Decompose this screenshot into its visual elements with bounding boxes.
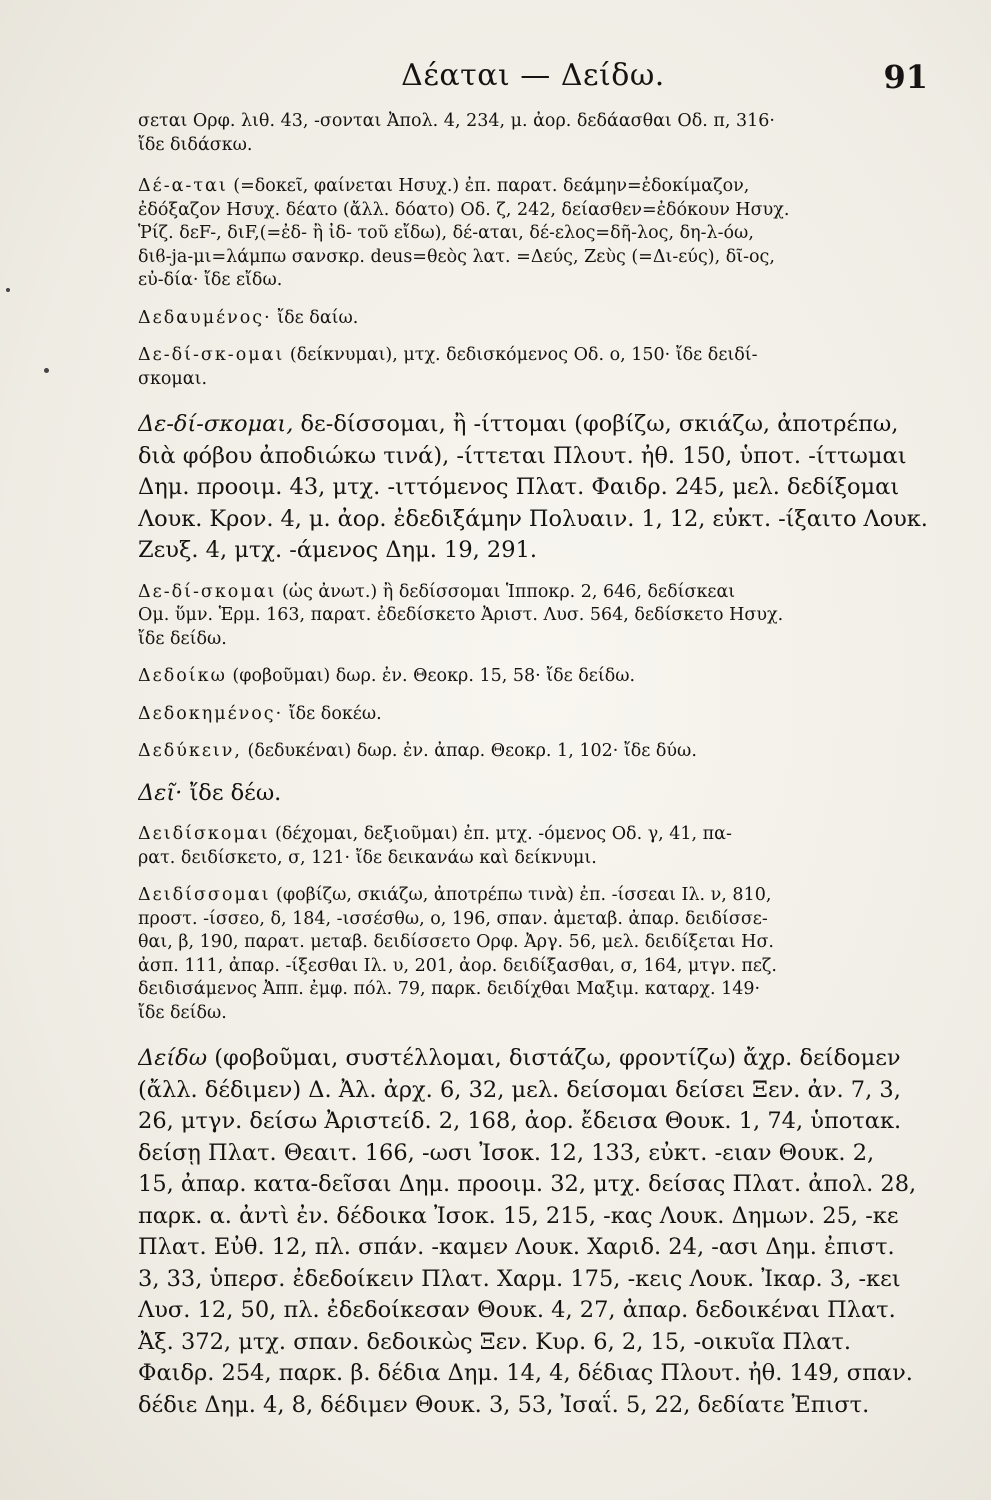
entry-text: ρατ. δειδίσκετο, σ, 121· ἴδε δεικανάω καὶ δείκνυμι. bbox=[138, 847, 597, 868]
entry-text: Ῥίζ. δεF-, διF,(=ἐδ- ἢ ἰδ- τοῦ εἴδω), δέ-αται, δέ-ελος=δῆ-λος, δη-λ-όω, bbox=[138, 223, 754, 243]
entry-line bbox=[138, 344, 928, 368]
entry-text: ἴδε δείδω. bbox=[138, 628, 227, 649]
headword: Δεδοίκω bbox=[138, 666, 227, 686]
headword: Δεδαυμένος· bbox=[138, 307, 272, 328]
entry-text: δέδιε Δημ. 4, 8, δέδιμεν Θουκ. 3, 53, Ἰσαΐ. 5, 22, δεδίατε Ἐπιστ. bbox=[138, 1391, 870, 1418]
entry-line bbox=[138, 134, 928, 158]
entry-text: (φοβίζω, σκιάζω, ἀποτρέπω τινὰ) ἐπ. -ίσσεαι Ιλ. ν, 810, bbox=[270, 885, 772, 905]
entry-line bbox=[138, 368, 928, 392]
entry-text: ἴδε διδάσκω. bbox=[138, 134, 253, 155]
entry-text: (ἄλλ. δέδιμεν) Δ. Ἀλ. ἀρχ. 6, 32, μελ. δείσομαι δείσει Ξεν. ἀν. 7, 3, bbox=[138, 1076, 901, 1103]
entry-text: 15, ἀπαρ. κατα-δεῖσαι Δημ. προοιμ. 32, μτχ. δείσας Πλατ. ἀπολ. 28, bbox=[138, 1171, 917, 1197]
entry-text: Λουκ. Κρον. 4, μ. ἀορ. ἐδεδιξάμην Πολυαιν. 1, 12, εὐκτ. -ίξαιτο Λουκ. bbox=[138, 505, 928, 532]
entry-line bbox=[138, 703, 928, 727]
entry-text: ἴδε δείδω. bbox=[138, 1002, 227, 1023]
headword: Δεδοκημένος· bbox=[138, 703, 284, 724]
entry-text: (δείκνυμαι), μτχ. δεδισκόμενος Οδ. ο, 150· ἴδε δειδί- bbox=[284, 345, 758, 365]
dictionary-entry bbox=[138, 175, 928, 293]
headword: Δεδύκειν, bbox=[138, 741, 242, 761]
headword: Δειδίσσομαι bbox=[138, 885, 271, 905]
entry-text: δε-δίσσομαι, ἢ -ίττομαι (φοβίζω, σκιάζω, ἀποτρέπω, bbox=[293, 411, 899, 437]
entry-line bbox=[138, 1264, 928, 1296]
entry-text: σκομαι. bbox=[138, 368, 208, 389]
entry-line bbox=[138, 1106, 928, 1138]
entry-text: διϐ-ja-μι=λάμπω σανσκρ. deus=θεὸς λατ. =Δεύς, Ζεὺς (=Δι-εύς), δῖ-ος, bbox=[138, 246, 775, 267]
entry-line bbox=[138, 222, 928, 246]
entry-line bbox=[138, 409, 928, 441]
entry-line bbox=[138, 884, 928, 908]
dictionary-entry bbox=[138, 409, 928, 567]
entry-text: Ομ. ὕμν. Ἑρμ. 163, παρατ. ἐδεδίσκετο Ἀριστ. Λυσ. 564, δεδίσκετο Ησυχ. bbox=[138, 605, 784, 625]
headword: Δείδω bbox=[138, 1045, 208, 1071]
entry-line bbox=[138, 175, 928, 199]
entry-line bbox=[138, 1232, 928, 1264]
entry-text: προστ. -ίσσεο, δ, 184, -ισσέσθω, ο, 196, σπαν. ἀμεταβ. ἀπαρ. δειδίσσε- bbox=[138, 908, 768, 929]
dictionary-entry bbox=[138, 344, 928, 391]
entry-text: Λυσ. 12, 50, πλ. ἐδεδοίκεσαν Θουκ. 4, 27, ἀπαρ. δεδοικέναι Πλατ. bbox=[138, 1297, 896, 1323]
entry-text: ἴδε δέω. bbox=[182, 779, 282, 806]
entry-line bbox=[138, 441, 928, 473]
entry-line bbox=[138, 847, 928, 871]
entry-line bbox=[138, 1295, 928, 1327]
entry-text: Δημ. προοιμ. 43, μτχ. -ιττόμενος Πλατ. Φαιδρ. 245, μελ. δεδίξομαι bbox=[138, 474, 900, 500]
entry-line bbox=[138, 246, 928, 270]
entry-text: (φοβοῦμαι) δωρ. ἐν. Θεοκρ. 15, 58· ἴδε δείδω. bbox=[226, 666, 636, 686]
entry-line bbox=[138, 1138, 928, 1170]
dictionary-entry bbox=[138, 110, 928, 157]
entry-text: παρκ. α. ἀντὶ ἐν. δέδοικα Ἰσοκ. 15, 215, -κας Λουκ. Δημων. 25, -κε bbox=[138, 1202, 899, 1229]
entries-column bbox=[138, 110, 928, 1421]
entry-line bbox=[138, 472, 928, 504]
entry-line bbox=[138, 110, 928, 134]
entry-line bbox=[138, 535, 928, 567]
dictionary-entry bbox=[138, 778, 928, 810]
entry-line bbox=[138, 604, 928, 628]
entry-text: ἀσπ. 111, ἀπαρ. -ίξεσθαι Ιλ. υ, 201, ἀορ. δειδίξασθαι, σ, 164, μτγν. πεζ. bbox=[138, 955, 777, 976]
entry-line bbox=[138, 778, 928, 810]
margin-speck bbox=[6, 288, 10, 292]
entry-text: θαι, β, 190, παρατ. μεταβ. δειδίσσετο Ορφ. Ἀργ. 56, μελ. δειδίξεται Ησ. bbox=[138, 932, 774, 952]
entry-text: σεται Ορφ. λιθ. 43, -σονται Ἀπολ. 4, 234, μ. ἀορ. δεδάασθαι Οδ. π, 316· bbox=[138, 111, 775, 131]
entry-text: διὰ φόβου ἀποδιώκω τινά), -ίττεται Πλουτ. ἠθ. 150, ὑποτ. -ίττωμαι bbox=[138, 442, 907, 469]
entry-text: (δέχομαι, δεξιοῦμαι) ἐπ. μτχ. -όμενος Οδ. γ, 41, πα- bbox=[269, 824, 732, 844]
entry-line bbox=[138, 1390, 928, 1422]
entry-line bbox=[138, 1002, 928, 1026]
entry-line bbox=[138, 740, 928, 764]
dictionary-entry bbox=[138, 823, 928, 870]
entry-text: Ἀξ. 372, μτχ. σπαν. δεδοικὼς Ξεν. Κυρ. 6, 2, 15, -οικυῖα Πλατ. bbox=[138, 1328, 852, 1355]
headword: Δειδίσκομαι bbox=[138, 824, 270, 844]
dictionary-entry bbox=[138, 740, 928, 764]
entry-line bbox=[138, 1358, 928, 1390]
entry-line bbox=[138, 628, 928, 652]
headword: Δεῖ· bbox=[138, 779, 183, 806]
headword: Δε-δί-σκ-ομαι bbox=[138, 345, 285, 365]
dictionary-entry bbox=[138, 307, 928, 331]
entry-line bbox=[138, 665, 928, 689]
dictionary-entry bbox=[138, 703, 928, 727]
dictionary-entry bbox=[138, 665, 928, 689]
headword: Δε-δί-σκομαι bbox=[138, 581, 277, 602]
entry-text: Φαιδρ. 254, παρκ. β. δέδια Δημ. 14, 4, δέδιας Πλουτ. ἠθ. 149, σπαν. bbox=[138, 1360, 913, 1386]
entry-text: δείσῃ Πλατ. Θεαιτ. 166, -ωσι Ἰσοκ. 12, 133, εὐκτ. -ειαν Θουκ. 2, bbox=[138, 1139, 875, 1166]
headword: Δέ-α-ται bbox=[138, 176, 228, 196]
entry-text: (=δοκεῖ, φαίνεται Ησυχ.) ἐπ. παρατ. δεάμην=ἐδοκίμαζον, bbox=[227, 176, 750, 196]
entry-text: (ὡς ἀνωτ.) ἢ δεδίσσομαι Ἱπποκρ. 2, 646, δεδίσκεαι bbox=[276, 581, 736, 602]
running-title: Δέαται — Δείδω. bbox=[401, 58, 665, 93]
entry-line bbox=[138, 307, 928, 331]
headword: Δε-δί-σκομαι, bbox=[138, 411, 294, 437]
margin-speck bbox=[44, 368, 49, 373]
entry-text: 26, μτγν. δείσω Ἀριστείδ. 2, 168, ἀορ. ἔδεισα Θουκ. 1, 74, ὑποτακ. bbox=[138, 1108, 902, 1134]
entry-line bbox=[138, 978, 928, 1002]
entry-line bbox=[138, 1327, 928, 1359]
entry-text: (φοβοῦμαι, συστέλλομαι, διστάζω, φροντίζω) ἄχρ. δείδομεν bbox=[207, 1045, 901, 1071]
entry-text: δειδισάμενος Ἀππ. ἐμφ. πόλ. 79, παρκ. δειδίχθαι Μαξιμ. καταρχ. 149· bbox=[138, 979, 761, 999]
entry-line bbox=[138, 1169, 928, 1201]
entry-text: ἐδόξαζον Ησυχ. δέατο (ἄλλ. δόατο) Οδ. ζ, 242, δείασθεν=ἐδόκουν Ησυχ. bbox=[138, 199, 790, 220]
dictionary-entry bbox=[138, 581, 928, 652]
dictionary-entry bbox=[138, 884, 928, 1025]
entry-line bbox=[138, 931, 928, 955]
entry-text: ἴδε δοκέω. bbox=[283, 703, 382, 724]
entry-line bbox=[138, 199, 928, 223]
page-number: 91 bbox=[883, 58, 928, 96]
entry-text: Πλατ. Εὐθ. 12, πλ. σπάν. -καμεν Λουκ. Χαριδ. 24, -ασι Δημ. ἐπιστ. bbox=[138, 1234, 895, 1260]
entry-line bbox=[138, 269, 928, 293]
entry-text: εὐ-δία· ἴδε εἴδω. bbox=[138, 270, 283, 290]
entry-line bbox=[138, 1075, 928, 1107]
dictionary-entry bbox=[138, 1043, 928, 1421]
entry-line bbox=[138, 823, 928, 847]
entry-text: ἴδε δαίω. bbox=[271, 307, 359, 328]
entry-line bbox=[138, 581, 928, 605]
entry-line bbox=[138, 1043, 928, 1075]
page-header bbox=[138, 58, 928, 104]
entry-text: (δεδυκέναι) δωρ. ἐν. ἀπαρ. Θεοκρ. 1, 102· ἴδε δύω. bbox=[241, 741, 697, 761]
entry-text: 3, 33, ὑπερσ. ἐδεδοίκειν Πλατ. Χαρμ. 175, -κεις Λουκ. Ἰκαρ. 3, -κει bbox=[138, 1265, 901, 1292]
entry-line bbox=[138, 955, 928, 979]
entry-line bbox=[138, 504, 928, 536]
entry-line bbox=[138, 1201, 928, 1233]
entry-text: Ζευξ. 4, μτχ. -άμενος Δημ. 19, 291. bbox=[138, 537, 538, 563]
entry-line bbox=[138, 908, 928, 932]
